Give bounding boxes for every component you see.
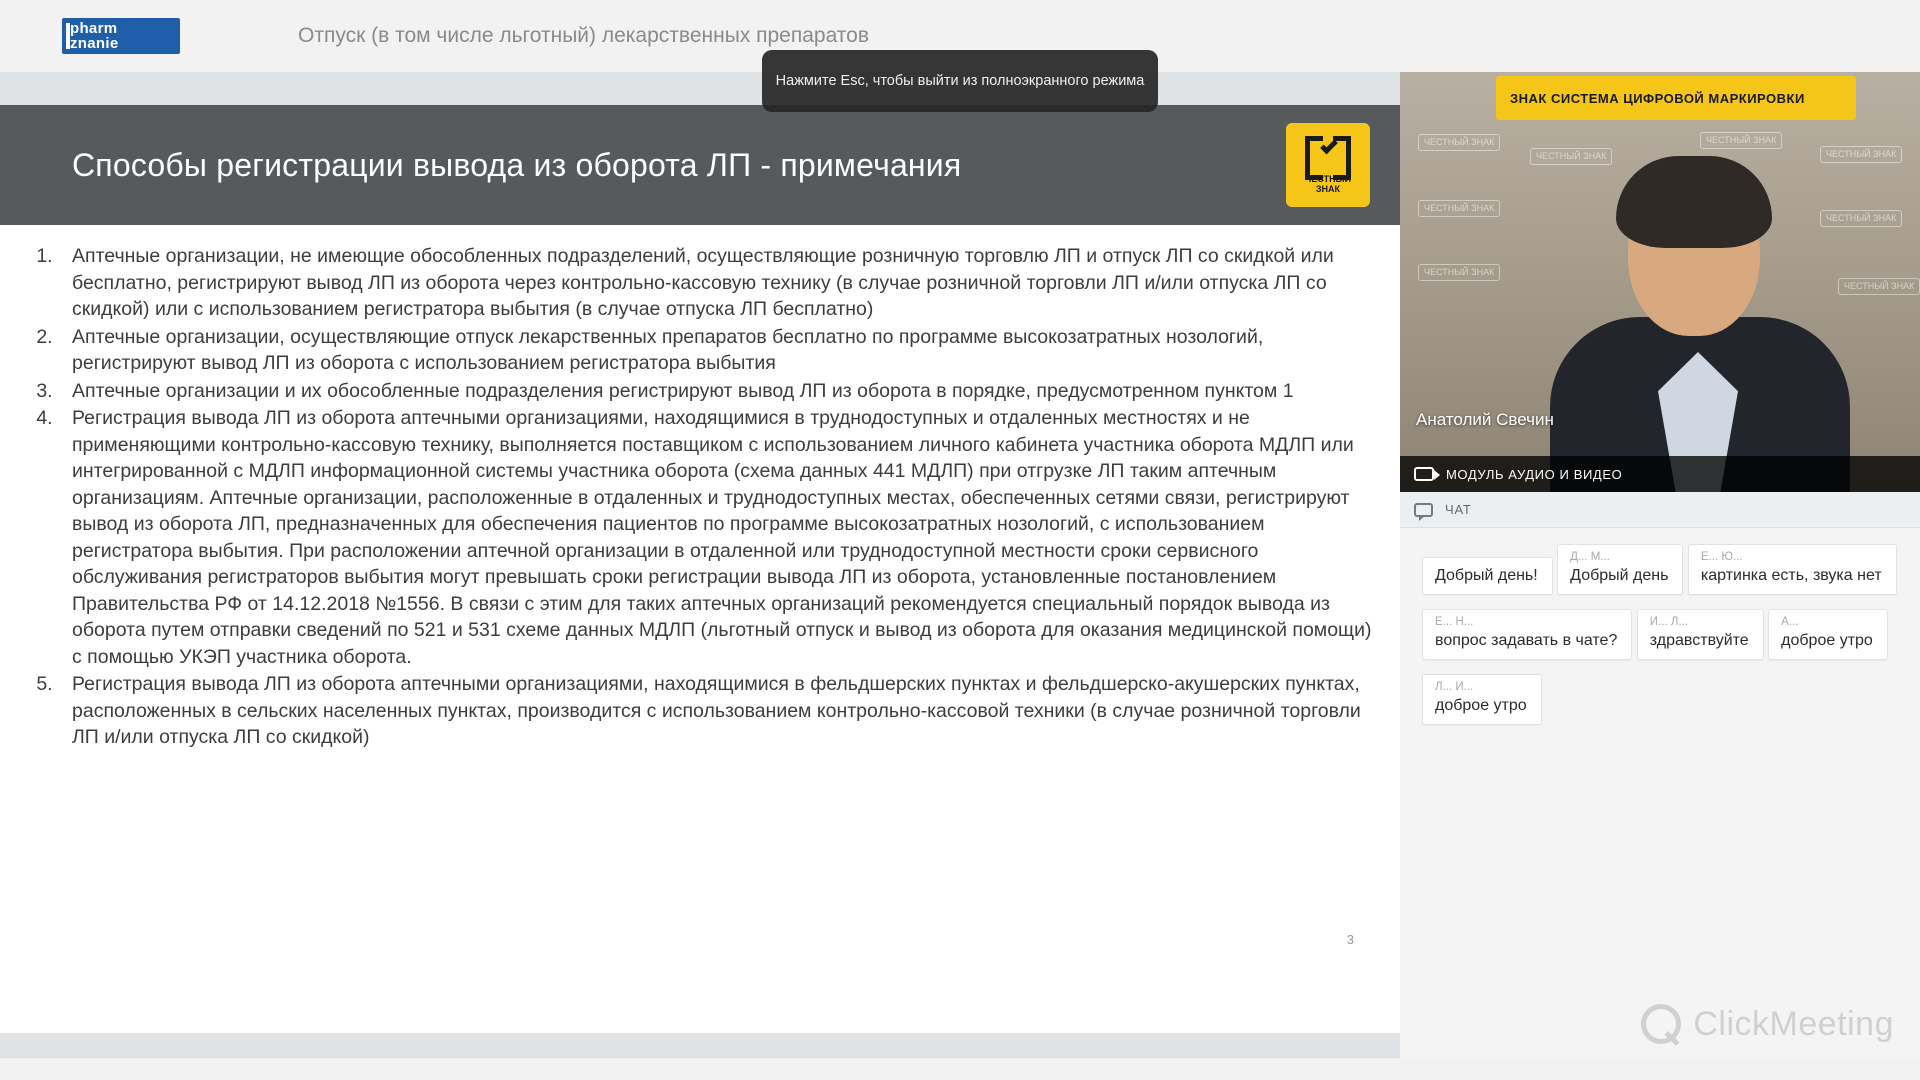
chat-message-author: И... Л... bbox=[1649, 616, 1688, 628]
chat-message-author: Д... М... bbox=[1570, 551, 1610, 563]
pharmznanie-logo[interactable] bbox=[62, 18, 180, 54]
speaker-figure bbox=[1550, 162, 1850, 492]
clickmeeting-logo-icon bbox=[1641, 1004, 1681, 1044]
chat-message bbox=[1422, 609, 1632, 660]
wall-badge: ЧЕСТНЫЙ ЗНАК bbox=[1838, 278, 1920, 295]
chat-message bbox=[1637, 609, 1764, 660]
slide-page-number: 3 bbox=[1346, 932, 1354, 947]
chat-message bbox=[1768, 609, 1888, 660]
slide-body bbox=[0, 225, 1400, 751]
chat-message bbox=[1422, 557, 1553, 595]
chestny-znak-logo-icon bbox=[1286, 123, 1370, 207]
clickmeeting-watermark bbox=[1641, 1004, 1894, 1044]
bottom-strip bbox=[0, 1058, 1920, 1080]
fullscreen-esc-toast bbox=[762, 50, 1158, 112]
slide-title: Способы регистрации вывода из оборота ЛП - примечания bbox=[72, 146, 962, 183]
chat-message-text: картинка есть, звука нет bbox=[1700, 567, 1882, 584]
list-item: 3. Аптечные организации и их обособленные подразделения регистрируют вывод ЛП из оборота в порядке, предусмотренном пунктом 1 bbox=[58, 378, 1372, 405]
audio-video-module-bar[interactable] bbox=[1400, 456, 1920, 492]
slide-points-list bbox=[18, 243, 1372, 751]
znak-brackets-icon bbox=[1305, 136, 1351, 170]
audio-video-module-label: МОДУЛЬ АУДИО И ВИДЕО bbox=[1446, 466, 1623, 482]
wall-brand-banner: ЗНАК СИСТЕМА ЦИФРОВОЙ МАРКИРОВКИ bbox=[1496, 76, 1856, 120]
chat-message-author: Л... И... bbox=[1435, 681, 1474, 693]
chat-message-text: Добрый день bbox=[1570, 567, 1669, 584]
wall-badge: ЧЕСТНЫЙ ЗНАК bbox=[1530, 148, 1612, 165]
chat-message-text: доброе утро bbox=[1435, 697, 1527, 714]
list-item: 2. Аптечные организации, осуществляющие отпуск лекарственных препаратов бесплатно по программе высокозатратных нозологий, регистрируют вывод ЛП из оборота с использованием регистратора выбытия bbox=[58, 324, 1372, 377]
slide-stage bbox=[0, 72, 1400, 1080]
logo-line1: pharm bbox=[70, 20, 118, 37]
list-item: 5. Регистрация вывода ЛП из оборота аптечными организациями, находящимися в фельдшерских пунктах и фельдшерско-акушерских пунктах, расположенных в сельских населенных пунктах, производится с использованием контрольно-кассовой техники (в случае розничной торговли ЛП и/или отпуска ЛП со скидкой) bbox=[58, 671, 1372, 751]
chat-message bbox=[1688, 544, 1897, 595]
list-item: 4. Регистрация вывода ЛП из оборота аптечными организациями, находящимися в труднодоступных и отдаленных местностях и не применяющими контрольно-кассовую технику, выполняется поставщиком с использованием личного кабинета участника оборота МДЛП или интегрированной с МДЛП информационной системы участника оборота (схема данных 441 МДЛП) при отгрузке ЛП таким аптечным организациям. Аптечные организации, расположенные в отдаленных и труднодоступных местах, обеспеченных сетями связи, регистрируют вывод из оборота ЛП, предназначенных для обеспечения пациентов по программе высокозатратных нозологий, с использованием регистратора выбытия. При расположении аптечной организации в отдаленной или труднодоступной местности сроки сервисного обслуживания регистраторов выбытия могут превышать сроки регистрации вывода ЛП из оборота, установленные постановлением Правительства РФ от 14.12.2018 №1556. В связи с этим для таких аптечных организаций рекомендуется специальный порядок вывода из оборота путем отправки сведений по 521 и 531 схеме данных МДЛП (льготный отпуск и вывод из оборота для оказания медицинской помощи) с помощью УКЭП участника оборота. bbox=[58, 405, 1372, 670]
chat-message-author: А... bbox=[1781, 616, 1799, 628]
camera-icon bbox=[1414, 467, 1434, 481]
video-stream[interactable] bbox=[1400, 72, 1920, 492]
clickmeeting-watermark-text: ClickMeeting bbox=[1693, 1004, 1894, 1043]
wall-badge: ЧЕСТНЫЙ ЗНАК bbox=[1418, 134, 1500, 151]
logo-bar-icon bbox=[66, 23, 70, 49]
slide-header bbox=[0, 105, 1400, 225]
wall-badge: ЧЕСТНЫЙ ЗНАК bbox=[1820, 210, 1902, 227]
znak-badge-text: ЧЕСТНЫЙ ЗНАК bbox=[1305, 174, 1351, 194]
right-panel bbox=[1400, 72, 1920, 1080]
chat-message-author: Е... Н... bbox=[1435, 616, 1474, 628]
speaker-name-label: Анатолий Свечин bbox=[1416, 410, 1554, 429]
chat-message-text: доброе утро bbox=[1781, 632, 1873, 649]
wall-badge: ЧЕСТНЫЙ ЗНАК bbox=[1700, 132, 1782, 149]
presentation-slide[interactable] bbox=[0, 105, 1400, 1033]
chat-header-label: ЧАТ bbox=[1445, 502, 1472, 517]
chat-message bbox=[1557, 544, 1683, 595]
speaker-hair bbox=[1616, 156, 1772, 248]
chat-message bbox=[1422, 674, 1542, 725]
webinar-title: Отпуск (в том числе льготный) лекарственных препаратов bbox=[298, 24, 870, 47]
wall-badge: ЧЕСТНЫЙ ЗНАК bbox=[1820, 146, 1902, 163]
list-item: 1. Аптечные организации, не имеющие обособленных подразделений, осуществляющие розничную торговлю ЛП и отпуск ЛП со скидкой или бесплатно, регистрируют вывод ЛП из оборота через контрольно-кассовую технику (в случае розничной торговли ЛП и/или отпуска ЛП со скидкой) или с использованием регистратора выбытия (в случае отпуска ЛП бесплатно) bbox=[58, 243, 1372, 323]
chat-message-text: здравствуйте bbox=[1649, 632, 1749, 649]
logo-line2: znanie bbox=[70, 35, 119, 52]
wall-badge: ЧЕСТНЫЙ ЗНАК bbox=[1418, 264, 1500, 281]
chat-message-text: вопрос задавать в чате? bbox=[1435, 632, 1618, 649]
chat-bubble-icon bbox=[1414, 503, 1433, 517]
chat-message-text: Добрый день! bbox=[1435, 567, 1538, 584]
chat-header[interactable] bbox=[1400, 492, 1920, 528]
wall-badge: ЧЕСТНЫЙ ЗНАК bbox=[1418, 200, 1500, 217]
chat-message-list[interactable] bbox=[1400, 528, 1920, 1080]
znak-check-icon bbox=[1320, 137, 1338, 155]
chat-message-author: Е... Ю... bbox=[1700, 551, 1743, 563]
esc-toast-text: Нажмите Esc, чтобы выйти из полноэкранного режима bbox=[775, 73, 1145, 89]
